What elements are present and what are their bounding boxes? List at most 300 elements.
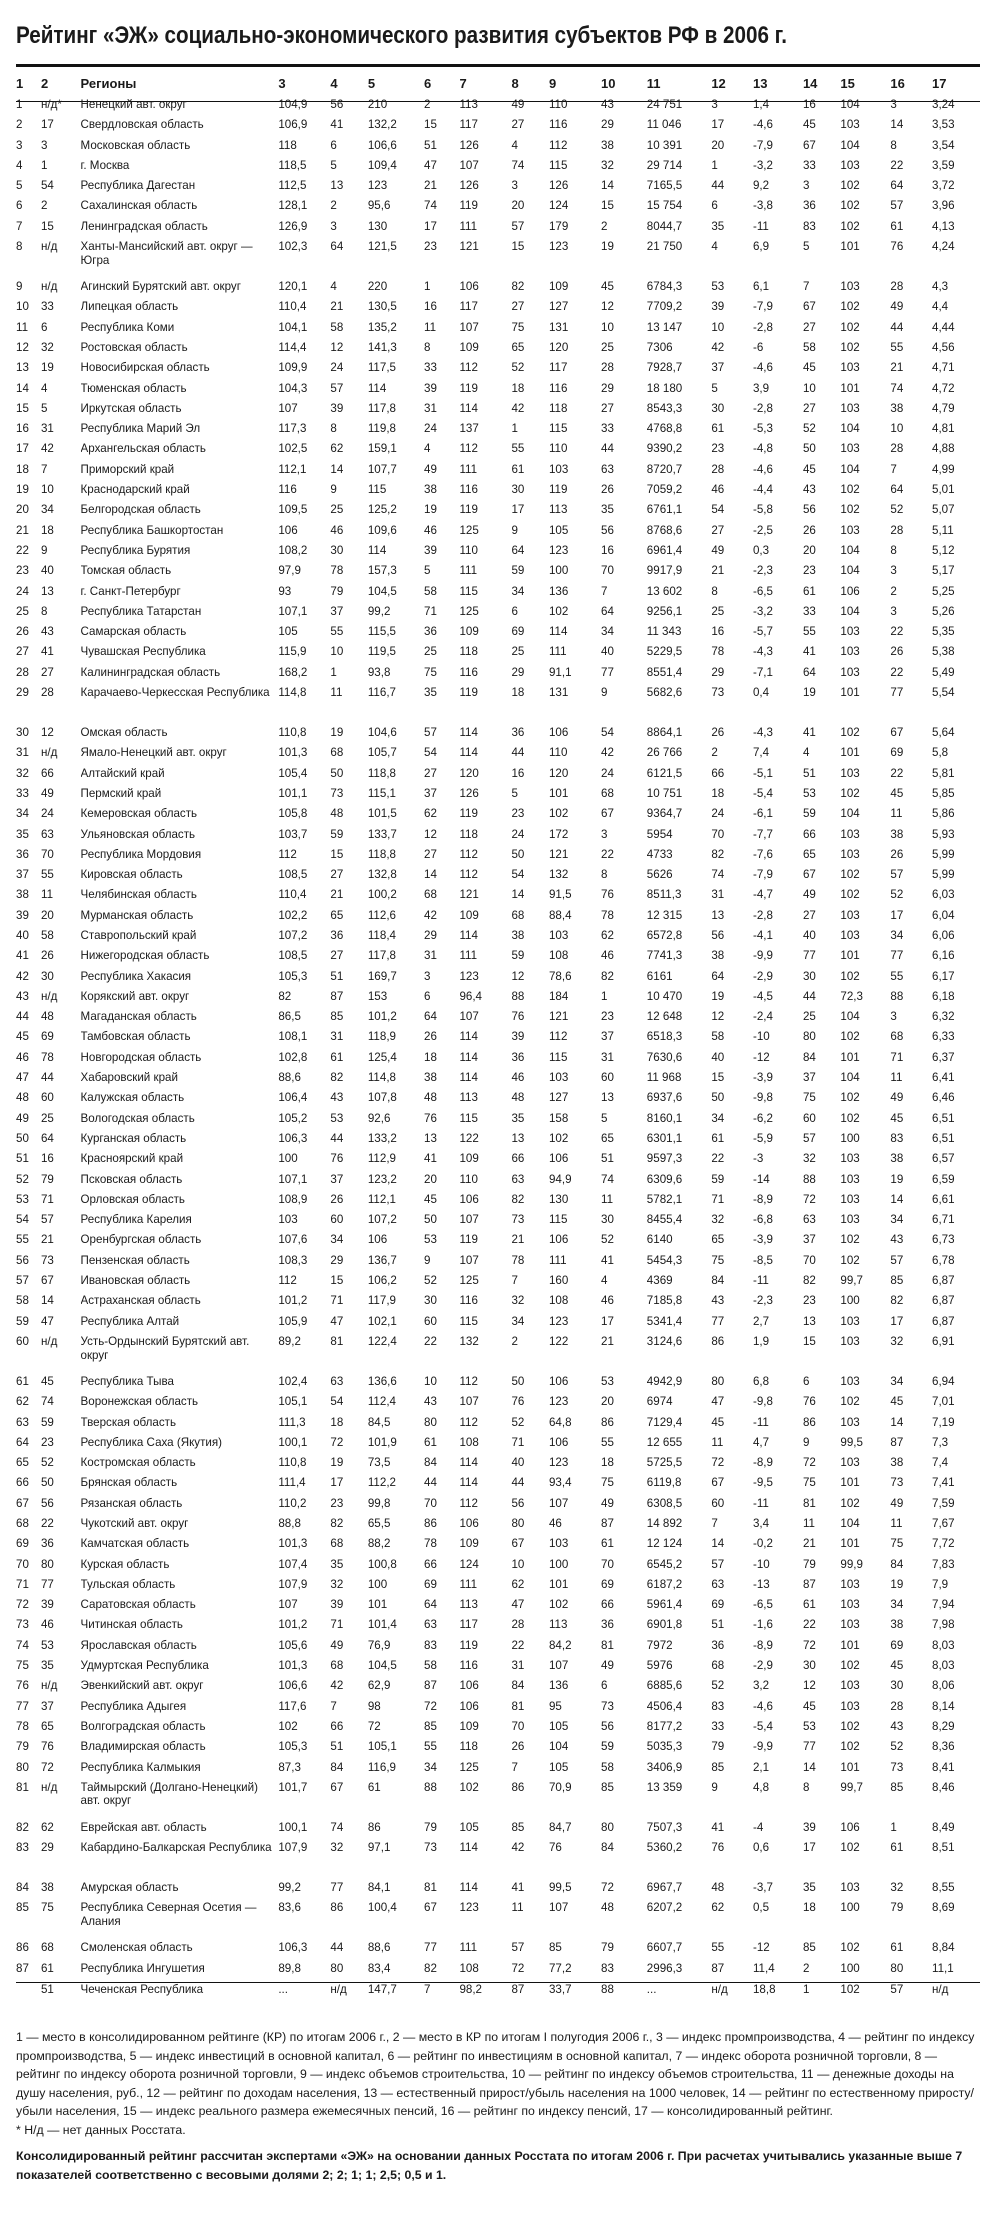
table-cell: 7 (802, 280, 810, 294)
table-cell: 21 750 (646, 240, 683, 254)
table-cell: 102 (840, 1496, 860, 1510)
table-cell: 2,7 (752, 1314, 770, 1328)
table-cell: 71 (330, 1618, 344, 1632)
table-cell: -9,5 (752, 1476, 773, 1490)
table-cell: 24 (40, 807, 54, 821)
table-cell: 121,5 (367, 240, 397, 254)
table-cell: 112,6 (367, 908, 396, 922)
table-cell: 19 (424, 503, 437, 517)
table-cell: 24 751 (646, 98, 683, 111)
table-cell: н/д (40, 746, 58, 760)
table-cell: 123 (548, 1456, 569, 1470)
table-cell: 66 (511, 1152, 525, 1166)
table-cell: 35 (802, 1881, 816, 1895)
table-cell: 33 (601, 422, 614, 436)
table-cell: 6,1 (752, 280, 770, 294)
table-cell: 75 (40, 1901, 54, 1915)
table-cell: 14 (890, 118, 904, 132)
table-cell: 103 (840, 1314, 860, 1328)
table-cell: 26 (890, 645, 904, 659)
table-cell: 84,1 (367, 1881, 391, 1895)
table-cell: 65,5 (367, 1517, 391, 1530)
table-cell: 41 (40, 645, 54, 659)
table-cell: 6,87 (932, 1294, 955, 1308)
table-cell: 104 (840, 1071, 860, 1085)
table-cell: 54 (511, 868, 525, 882)
table-cell: 68 (890, 1030, 904, 1044)
table-cell: 105,6 (278, 1638, 308, 1652)
table-cell: 107,9 (278, 1577, 308, 1591)
table-cell: 110 (548, 442, 568, 456)
table-cell: 8 (890, 543, 897, 557)
table-cell: 32 (16, 766, 29, 780)
table-row (16, 1497, 980, 1517)
table-cell: 6,32 (932, 1010, 955, 1024)
table-cell: 11 (802, 1517, 815, 1530)
table-cell: 32 (711, 1213, 725, 1227)
table-cell: 64 (601, 604, 614, 618)
table-cell: 29 (601, 381, 614, 395)
table-cell: 210 (367, 98, 388, 111)
table-cell: -6,2 (752, 1111, 773, 1125)
table-cell: 101,4 (367, 1618, 397, 1632)
table-cell: 34 (330, 1233, 344, 1247)
table-cell: 26 (330, 1192, 344, 1206)
column-header: 1 (16, 76, 24, 92)
table-cell: 50 (511, 1374, 525, 1388)
table-cell: 44 (511, 1476, 525, 1490)
table-cell: 50 (330, 766, 344, 780)
table-cell: 41 (802, 726, 816, 740)
table-cell: 64 (890, 483, 904, 497)
table-cell: 22 (711, 1152, 725, 1166)
table-cell: 106,6 (278, 1679, 308, 1693)
table-cell: 38 (890, 401, 904, 415)
table-cell: 17 (802, 1841, 816, 1855)
table-cell: 131 (548, 320, 569, 334)
table-cell: 67 (511, 1537, 525, 1551)
table-cell: 47 (511, 1598, 525, 1612)
table-cell: 77 (330, 1881, 344, 1895)
rating-table (16, 70, 980, 2003)
table-cell: 105 (278, 625, 298, 639)
table-cell: 112,2 (367, 1476, 396, 1490)
table-cell: 63 (711, 1577, 725, 1591)
table-cell: 107 (278, 1598, 298, 1612)
table-cell: 68 (40, 1941, 54, 1955)
table-cell: 13 (40, 584, 54, 598)
table-cell: 106 (548, 1435, 569, 1449)
table-cell: 103 (278, 1213, 298, 1227)
table-cell: 6140 (646, 1233, 673, 1247)
table-cell: 3 (711, 98, 718, 111)
table-cell: 109,5 (278, 503, 308, 517)
table-cell: 78,6 (548, 969, 572, 983)
table-cell: 49 (16, 1111, 29, 1125)
table-cell: 7,01 (932, 1395, 955, 1409)
table-cell: 62 (330, 442, 344, 456)
table-cell: 91,5 (548, 888, 572, 902)
table-cell: 104 (840, 138, 860, 152)
table-cell: 27 (16, 645, 29, 659)
table-cell: 102 (840, 199, 860, 213)
table-cell: 119 (548, 483, 568, 497)
region-name: Иркутская область (80, 401, 182, 415)
title-rule (16, 64, 980, 67)
table-row (16, 1173, 980, 1193)
table-row (16, 990, 980, 1010)
table-cell: 59 (330, 827, 344, 841)
table-cell: 8,29 (932, 1719, 955, 1733)
table-cell: 22 (40, 1517, 54, 1530)
table-cell: 5,86 (932, 807, 955, 821)
table-cell: -5,3 (752, 422, 773, 436)
table-cell: 28 (890, 523, 904, 537)
table-cell: 30 (802, 1659, 816, 1673)
table-cell: 61 (511, 462, 525, 476)
table-cell: 6309,6 (646, 1172, 683, 1186)
table-cell: 13 (330, 179, 344, 193)
table-cell: 48 (601, 1901, 614, 1915)
table-cell: 4,99 (932, 462, 955, 476)
table-cell: 26 (16, 625, 29, 639)
table-cell: 21 (711, 564, 725, 578)
table-cell: 111,3 (278, 1415, 306, 1429)
table-cell: 102 (840, 1030, 860, 1044)
table-cell: 88 (601, 1983, 647, 2004)
table-cell: 38 (890, 827, 904, 841)
table-cell: 73 (890, 1760, 904, 1774)
table-cell: 60 (330, 1213, 344, 1227)
table-cell: 36 (330, 928, 344, 942)
table-cell: 9256,1 (646, 604, 683, 618)
table-cell: 30 (890, 1679, 904, 1693)
table-cell: 61 (601, 1537, 614, 1551)
table-cell: 22 (16, 543, 29, 557)
table-cell: 6,33 (932, 1030, 955, 1044)
table-row (16, 1294, 980, 1314)
table-cell: 38 (16, 888, 29, 902)
table-cell: 11,1 (932, 1961, 954, 1975)
table-cell: 101 (548, 786, 569, 800)
table-cell: 99,9 (840, 1557, 863, 1571)
table-cell: 45 (890, 1111, 904, 1125)
table-cell: 101 (840, 240, 860, 254)
table-cell: 100 (840, 1901, 860, 1915)
table-cell: 76 (511, 1395, 525, 1409)
table-cell: 26 (711, 726, 725, 740)
table-cell: 168,2 (278, 665, 308, 679)
table-cell: 61 (890, 1841, 904, 1855)
table-cell: 103 (840, 625, 860, 639)
table-cell: 78 (16, 1719, 29, 1733)
table-cell: -12 (752, 1941, 770, 1955)
table-cell: 112 (459, 442, 478, 456)
table-cell: 27 (330, 949, 344, 963)
table-cell: 99,5 (840, 1435, 863, 1449)
table-cell: 79 (40, 1172, 54, 1186)
table-cell: 101,3 (278, 746, 308, 760)
column-header: 12 (711, 76, 726, 92)
table-cell: 66 (16, 1476, 29, 1490)
table-cell: 4,44 (932, 320, 955, 334)
table-cell: 93,4 (548, 1476, 572, 1490)
table-cell: 117 (548, 361, 568, 375)
table-cell: 30 (601, 1213, 614, 1227)
table-cell: 35 (330, 1557, 344, 1571)
table-cell: 53 (16, 1192, 29, 1206)
table-cell: 38 (601, 138, 614, 152)
table-cell: -3,2 (752, 158, 773, 172)
table-cell: 105 (548, 1719, 569, 1733)
table-cell: 103 (840, 158, 860, 172)
table-cell: 49 (711, 543, 725, 557)
table-cell: 103 (840, 523, 860, 537)
table-cell: 69 (711, 1598, 725, 1612)
table-cell: 29 (601, 118, 614, 132)
table-cell: 107,7 (367, 462, 397, 476)
table-cell: 85 (330, 1010, 344, 1024)
table-cell: 4,71 (932, 361, 955, 375)
table-cell: 39 (711, 300, 725, 314)
table-cell: 133,7 (367, 827, 397, 841)
table-cell: 6974 (646, 1395, 673, 1409)
table-cell: 30 (424, 1294, 437, 1308)
table-cell: 47 (16, 1071, 29, 1085)
table-cell: 105,1 (278, 1395, 308, 1409)
table-cell: 3 (16, 138, 23, 152)
table-cell: 32 (511, 1294, 525, 1308)
table-row (16, 1983, 980, 2004)
region-name: г. Санкт-Петербург (80, 584, 181, 598)
region-name: Республика Северная Осетия — Алания (80, 1901, 257, 1929)
table-cell: 45 (711, 1415, 725, 1429)
table-cell: 59 (511, 949, 525, 963)
table-cell: 6,17 (932, 969, 955, 983)
table-row (16, 645, 980, 665)
table-cell: -4,4 (752, 483, 773, 497)
table-cell: 68 (711, 1659, 725, 1673)
table-cell: 85 (511, 1820, 525, 1834)
table-cell: 34 (711, 1111, 725, 1125)
table-cell: 7,4 (752, 746, 770, 760)
table-cell: 73 (330, 786, 344, 800)
table-cell: 3,53 (932, 118, 955, 132)
table-cell: 6,73 (932, 1233, 955, 1247)
table-cell: 22 (424, 1334, 437, 1348)
table-cell: 49 (802, 888, 816, 902)
table-cell: 80 (711, 1374, 725, 1388)
table-cell: 41 (424, 1152, 437, 1166)
table-row (16, 666, 980, 686)
region-name: Республика Бурятия (80, 543, 191, 557)
region-name: Республика Марий Эл (80, 422, 201, 436)
table-cell: 10 (16, 300, 29, 314)
table-row (16, 1112, 980, 1132)
table-cell: 8 (16, 240, 23, 254)
table-cell: 64 (424, 1010, 437, 1024)
table-cell: 4506,4 (646, 1699, 683, 1713)
table-cell: 119 (459, 1233, 478, 1247)
table-cell: 103,7 (278, 827, 308, 841)
table-cell: 108,2 (278, 543, 308, 557)
table-cell: 85 (16, 1901, 29, 1915)
table-cell: 8160,1 (646, 1111, 683, 1125)
table-cell: 57 (16, 1274, 29, 1288)
table-cell: 32 (330, 1577, 344, 1591)
table-cell: -4,6 (752, 118, 773, 132)
table-cell: 67 (40, 1274, 54, 1288)
table-cell: 69 (890, 1638, 904, 1652)
table-cell: 44 (890, 320, 904, 334)
table-cell: 125,2 (367, 503, 397, 517)
table-cell: 46 (16, 1050, 29, 1064)
table-cell: 136 (548, 584, 569, 598)
table-cell: 8,46 (932, 1780, 955, 1794)
table-cell: 23 (802, 564, 816, 578)
table-row (16, 909, 980, 929)
table-cell: 102 (840, 219, 860, 233)
table-row (16, 1132, 980, 1152)
table-cell: 110 (459, 543, 478, 557)
table-cell: 114 (459, 1071, 478, 1085)
table-cell: 103 (840, 1152, 860, 1166)
table-cell: 102,5 (278, 442, 308, 456)
table-cell: 75 (601, 1476, 614, 1490)
table-row (16, 746, 980, 766)
table-cell: 61 (890, 1941, 904, 1955)
table-cell: 2,1 (752, 1760, 770, 1774)
table-cell: 17 (711, 118, 725, 132)
table-cell: 76 (802, 1395, 816, 1409)
table-cell: 6119,8 (646, 1476, 682, 1490)
table-cell: 95,6 (367, 199, 391, 213)
table-cell: 6,87 (932, 1274, 955, 1288)
table-cell: 77 (601, 665, 614, 679)
table-cell: 7 (511, 1274, 518, 1288)
table-cell: 21 (40, 1233, 54, 1247)
table-cell: 4,8 (752, 1780, 770, 1794)
table-cell: 2 (330, 199, 337, 213)
table-cell: 132 (548, 868, 569, 882)
table-cell: 100,1 (278, 1820, 308, 1834)
table-cell: 30 (802, 969, 816, 983)
table-cell: 70 (601, 1557, 614, 1571)
table-cell: 8 (330, 422, 337, 436)
table-cell: 114 (548, 625, 568, 639)
table-cell: 84 (802, 1050, 816, 1064)
table-cell: 98 (367, 1699, 381, 1713)
table-cell: 2 (40, 199, 48, 213)
table-cell: 9 (802, 1435, 810, 1449)
table-cell: 74 (711, 868, 725, 882)
table-cell: 46 (601, 1294, 614, 1308)
table-cell: 64 (40, 1131, 54, 1145)
table-row (16, 1537, 980, 1557)
table-cell: -2,5 (752, 523, 773, 537)
table-cell: 67 (802, 300, 816, 314)
table-cell: 83 (424, 1638, 437, 1652)
table-cell: 18 (424, 1050, 437, 1064)
table-cell: 81 (424, 1881, 437, 1895)
table-cell: 6,51 (932, 1111, 955, 1125)
table-row (16, 1071, 980, 1091)
region-name: Приморский край (80, 462, 175, 476)
table-cell: 5954 (646, 827, 673, 841)
table-cell: 78 (330, 564, 344, 578)
table-row (16, 139, 980, 159)
table-cell: 136,7 (367, 1253, 397, 1267)
table-cell: -7,9 (752, 300, 773, 314)
table-cell: 64 (424, 1598, 437, 1612)
table-cell: 107 (548, 1659, 569, 1673)
region-name: Томская область (80, 564, 172, 578)
table-cell: 44 (424, 1476, 437, 1490)
table-cell: 73 (601, 1699, 614, 1713)
table-cell: 6,61 (932, 1192, 955, 1206)
table-cell: 36 (16, 847, 29, 861)
table-cell: 126,9 (278, 219, 308, 233)
table-cell: 29 (16, 686, 29, 700)
table-cell: 87 (330, 989, 344, 1003)
table-cell: 104 (548, 1740, 569, 1754)
table-cell: 6,91 (932, 1334, 955, 1348)
table-cell: -8,9 (752, 1192, 773, 1206)
table-cell: 16 (16, 422, 29, 436)
table-cell: 88,6 (278, 1071, 301, 1085)
table-cell: 2 (711, 746, 718, 760)
table-cell: 80 (330, 1961, 344, 1975)
region-name: Мурманская область (80, 908, 194, 922)
table-cell: 123,2 (367, 1172, 397, 1186)
table-cell: 14 892 (646, 1517, 683, 1530)
table-cell: 83 (16, 1841, 29, 1855)
table-cell: 22 (511, 1638, 525, 1652)
table-cell: 6,41 (932, 1071, 955, 1085)
table-cell: 27 (330, 868, 344, 882)
table-cell: 6967,7 (646, 1881, 683, 1895)
table-cell: 72 (802, 1456, 816, 1470)
table-cell: 132,2 (367, 118, 397, 132)
table-cell: 75 (802, 1091, 816, 1105)
table-row (16, 726, 980, 746)
table-cell: 8,36 (932, 1740, 955, 1754)
table-cell: -6 (752, 340, 764, 354)
table-cell: 31 (424, 949, 437, 963)
table-cell: -2,9 (752, 969, 773, 983)
table-cell: 1 (803, 1983, 840, 2004)
table-cell: 91,1 (548, 665, 572, 679)
table-row (16, 402, 980, 422)
table-cell: 67 (711, 1476, 725, 1490)
table-cell: 67 (802, 868, 816, 882)
table-cell: 105 (459, 1820, 479, 1834)
table-row (16, 1254, 980, 1274)
region-name: Омская область (80, 726, 168, 740)
table-cell: 108,5 (278, 949, 308, 963)
table-cell: 112 (459, 1415, 478, 1429)
table-cell: 25 (711, 604, 725, 618)
table-row (16, 422, 980, 442)
table-cell: 17 (330, 1476, 344, 1490)
table-cell: 6308,5 (646, 1496, 683, 1510)
table-cell: 147,7 (368, 1983, 424, 2004)
table-cell: 122 (459, 1131, 479, 1145)
table-cell: 6,16 (932, 949, 955, 963)
table-cell: 98,2 (459, 1983, 511, 2004)
table-cell: 1,9 (752, 1334, 770, 1348)
table-cell: 5,11 (932, 523, 954, 537)
